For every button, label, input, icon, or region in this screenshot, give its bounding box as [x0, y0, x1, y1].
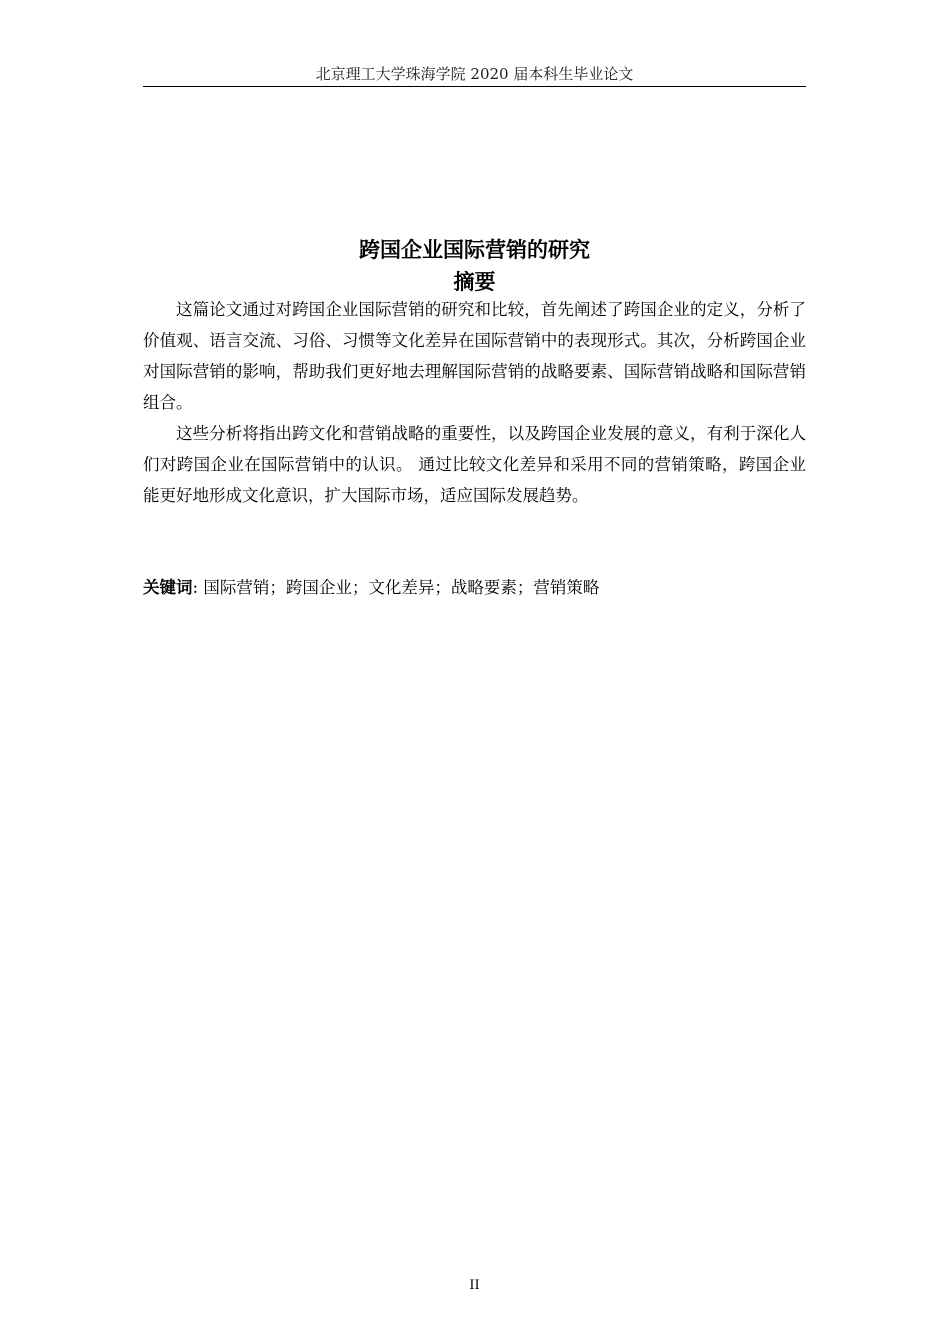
keywords-list: 国际营销；跨国企业；文化差异；战略要素；营销策略 — [203, 578, 600, 597]
page-number: II — [469, 1278, 480, 1293]
keywords-label: 关键词 — [143, 578, 193, 597]
abstract-paragraph-1: 这篇论文通过对跨国企业国际营销的研究和比较，首先阐述了跨国企业的定义，分析了价值观、语言交流、习俗、习惯等文化差异在国际营销中的表现形式。其次，分析跨国企业对国际营销的影响，帮助我们更好地去理解国际营销的战略要素、国际营销战略和国际营销组合。 — [143, 300, 806, 412]
keywords-line — [143, 575, 806, 601]
abstract-heading: 摘要 — [453, 270, 496, 294]
abstract-body — [143, 294, 806, 511]
abstract-paragraph-2: 这些分析将指出跨文化和营销战略的重要性，以及跨国企业发展的意义，有利于深化人们对跨国企业在国际营销中的认识。 通过比较文化差异和采用不同的营销策略，跨国企业能更好地形成文化意识，扩大国际市场，适应国际发展趋势。 — [143, 424, 806, 505]
header-divider — [143, 86, 806, 87]
keywords-separator: : — [192, 578, 204, 597]
thesis-title: 跨国企业国际营销的研究 — [359, 238, 590, 262]
running-header: 北京理工大学珠海学院 2020 届本科生毕业论文 — [315, 65, 634, 83]
